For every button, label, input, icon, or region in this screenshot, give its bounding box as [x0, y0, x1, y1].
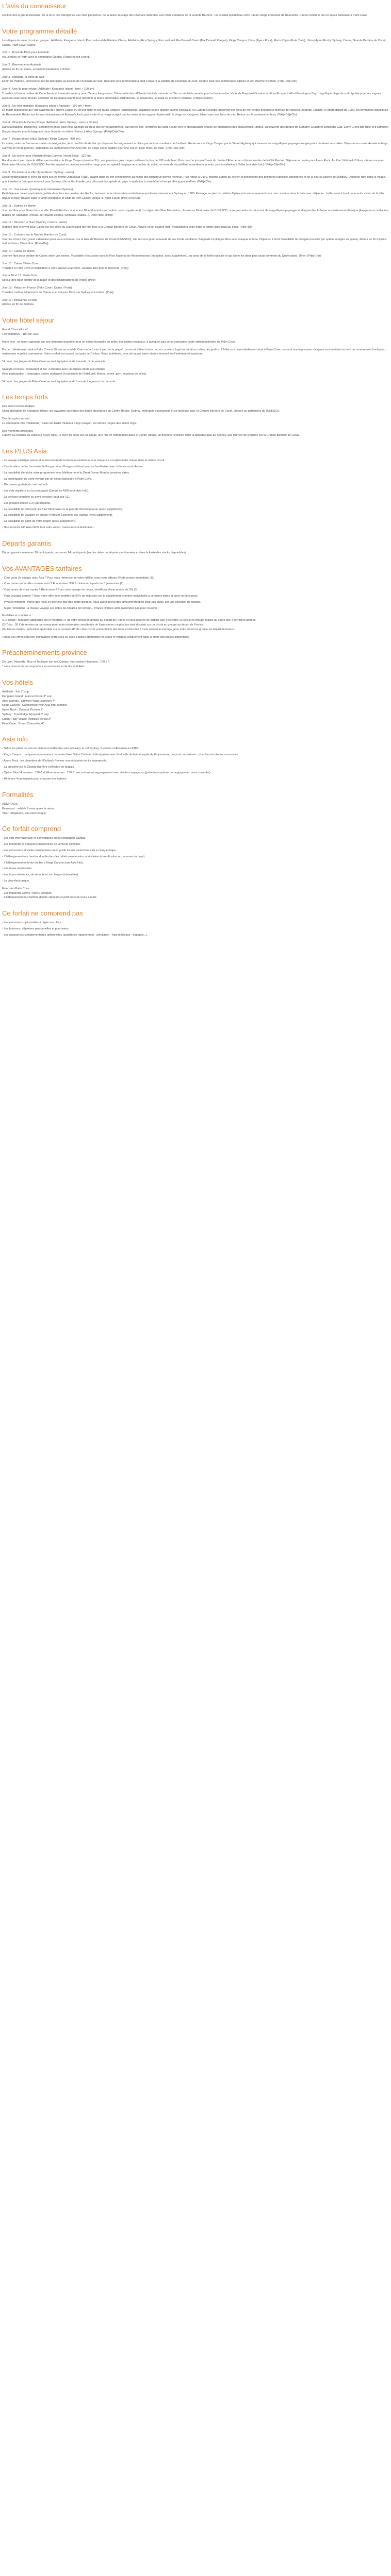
included-item: - Les excursions et visites mentionnées avec guide locaux parlant français à chaque étape. — [2, 849, 117, 853]
document-page — [0, 0, 391, 941]
info-item: - Minimum 4 participants pour chacune des options. — [2, 777, 67, 781]
itinerary-day-title: Jour 7 : Rouge désert (Alice Springs / Kings Canyon - 450 km) — [2, 138, 80, 141]
hotel-description — [2, 328, 389, 384]
itinerary-day-text: Dans la matinée, transfert à l'aéroport et envol pour Alice Springs au cœur des terres aborigènes, aux portes des Territoires du Nord. Route vers le spectaculaire chaîne de montagnes des MacDonnell Ranges. Découverte des gorges de Standley Chasm et Simpsons Gap, Ellery Creek Big Hole et d'Ormiston Gorge, réputée pour la baignade dans l'eau de sa rivière. Retour à Alice Springs. (Pdéj+Déj+Dîn) — [2, 125, 388, 133]
itinerary-day-title: Jour 5 : Un islet animalier (Kangaroo Island / Adélaïde - 180 km + ferry) — [2, 104, 92, 108]
plus-item: - La possibilité de découvrir les Blue Mountains ou le parc de Wooroonooran (avec supplément). — [2, 507, 123, 511]
itinerary-day — [2, 87, 389, 100]
itinerary-day-text: Le matin, visite de l'ancienne station du télégraphe, ainsi que l'école de l'air qui dispense l'enseignement scolaire par radio aux enfants de l'outback. Route vers le Kings Canyon par la Stuart Highway qui traverse les magnifiques paysages rougeoyants du désert australien. Déjeuner en route. Arrivée à Kings Canyon en fin de journée. Installation au campement (voir Avis Info) de Kings Creek Station pour une nuit en plein milieu du bush. (Pdéj+Déj+Dîn) — [2, 142, 388, 150]
itinerary-day-text: Petit déjeuner avant une balade guidée dans l'ancien quartier des Rocks, berceau de la colonisation australienne qui donna naissance à Sydney en 1788. Passage au pied du célèbre Opéra puis embarquement pour une croisière dans la baie avec déjeuner : buffet servi à bord ! une autre vision de la ville depuis la baie. Balade dans le jardin botanique et visite de l'Art Gallery. Retour à l'hôtel à pied. (Pdéj+Déj+Dîn) — [2, 192, 384, 200]
itinerary-day-text: Journée libre pour profiter de Cairns selon vos envies. Possibilité d'excursion dans le Parc National de Wooroonooran (en option, avec supplément), au cœur de la forêt tropicale et qui abrite les deux plus hauts sommets du Queensland. Dîner. (Pdéj+Dîn) — [2, 255, 321, 258]
plus-item: - Les vols réguliers sur la compagnie Qantas en A380 (voir Avis Info). — [2, 489, 89, 493]
included-item: - L'hébergement en tente double à Kings Canyon (voir Asia Info). — [2, 861, 84, 865]
hotel-paragraph: *A noter : les plages de Palm Cove ne sont équipées ni de transats longues et de parasols. — [2, 380, 117, 383]
section-title-formalities: Formalités — [2, 791, 34, 799]
plus-item: - La possibilité de partir de votre région (avec supplément). — [2, 520, 76, 523]
itinerary-day-text: Journée libre pour flâner dans la ville. Possibilité d'excursion aux Blue Mountains (en option, avec supplément). La région des Blue Mountains, classée au Patrimoine de l'UNESCO, vous permettra de découvrir de magnifiques paysages et d'approcher la faune australienne endémique (kangourous, wallabies, diables de Tasmanie, émeus, perroquets colorés, wombats, koalas...). Dîner libre. (Pdéj) — [2, 209, 389, 217]
itinerary-day-text: Arrivée en fin de soirée, accueil et installation à l'hôtel. — [2, 67, 71, 71]
advantage-item: - C'est votre 2e voyage avec Asia ? Pour vous remercier de votre fidélité, nous vous offrons 5% de remise immédiate (1). — [2, 576, 154, 580]
info-item: - Ayers Rock : les chambres de l'Outback Pioneer sont équipées de lits superposés. — [2, 759, 107, 762]
itinerary-day-text: Transfert à Palm Cove et installation à votre Grand Chancellor. Journée libre pour la farniente. (Pdéj) — [2, 266, 128, 270]
itinerary-day-text: Transfert à l'embarcadère de Cape Jervis et traversée en ferry pour l'île aux kangourous. Découverte des différents habitats naturels de l'île, un véritable paradis pour la faune native. Visite de Freycinet-Duval et arrêt au Prospect Hill et Pennington Bay, magnifique plage de surf réputée pour ses vagues. Déjeuner puis visite du parc animalier de Kangaroo Island pour observer la faune endémique australienne, le kangourou, le koala ou encore le wombat. (Pdéj+Déj+Dîn) — [2, 92, 382, 100]
itinerary-day-title: Jour 15 : Cairns / Palm Cove — [2, 262, 39, 265]
itinerary-day — [2, 274, 389, 283]
itinerary-day-title: Jour à 16 et 17 : Palm Cove — [2, 274, 38, 278]
itinerary-day-text: Arrivée en fin de matinée. — [2, 303, 35, 307]
itinerary-day-text: Séjour libre pour profiter de la plage et des infrastructures de l'hôtel. (Pdéj) — [2, 279, 96, 282]
advantage-item: - Vous voyagez seul(e) ? Avec notre offre solo, profitez de 50% de réduction sur le supplément chambre individuelle à certaines dates et dans certains pays. — [2, 594, 199, 598]
itinerary-day — [2, 298, 389, 308]
itinerary-day-text: Transfert matinal à l'aéroport de Cairns et envol pour Paris via Sydney et Londres. (Pdéj) — [2, 291, 114, 294]
section-title-highlights: Les temps forts — [2, 393, 48, 401]
itinerary-day — [2, 171, 389, 184]
plus-item: - Les groupes limités à 24 participants. — [2, 501, 51, 505]
info-item: - La croisière sur la Grande Barrière s'effectue en anglais. — [2, 765, 75, 769]
included-item: - Les transferts et transports mentionnés en véhicule climatisé. — [2, 843, 81, 846]
advantage-item: - Vous partez en famille ou entre amis ? Économisez 300 € minimum, à partir de 6 personnes (2). — [2, 582, 124, 586]
included-item: - Les taxes aériennes, de sécurité et surcharges (révisables). — [2, 873, 79, 877]
itinerary-day-title: Jour 19 : Bienvenue à Paris — [2, 298, 37, 302]
formalities-text: AUSTRALIE : Passeport : valable 6 mois après le retour. Visa : obligatoire, visa électronique. — [2, 803, 55, 815]
highlights-content — [2, 404, 389, 438]
itinerary-day-title: Jour 9 : Du désert à la ville (Ayers Rock / Sydney - avion) — [2, 171, 74, 175]
itinerary-day-title: Jour 11 : Sydney en liberté — [2, 204, 36, 208]
hotel-paragraph: *A noter : les plages de Palm Cove ne sont équipées ni de transats, ni de parasols. — [2, 360, 106, 364]
plus-item: - Le voyage privilégie nature et la découverte de la faune australienne, une séquence exceptionnelle unique dans le même circuit. — [2, 459, 165, 463]
section-title-advantages: Vos AVANTAGES tarifaires — [2, 564, 82, 572]
hotel-paragraph: Saveurs et loisirs : restaurant et bar, 2 piscines avec un espace dédié aux enfants. Avec participation : massages, centre multisport (à proximité de l'hôtel golf, fitness, tennis, gym, locations de vélos). — [2, 368, 147, 376]
section-title-program: Votre programme détaillé — [2, 27, 77, 35]
included-item: - Les vols internationaux et domestiques sur la compagnie Qantas. — [2, 837, 86, 840]
departures-text: Départ garantis minimum 10 participants, maximum 24 participants (sur les dates de départs mentionnées et dans la limite des stocks disponibles). — [2, 551, 187, 554]
itinerary-day — [2, 63, 389, 72]
plus-item: - La pension complète ou demi-pension (sauf jour 11). — [2, 495, 70, 499]
itinerary-day-text: Matinée libre et envol pour Cairns sur les côtes du Queensland qui font face à la Grande Barrière de Corail. Arrivée en fin d'après-midi. Installation à votre hôtel et temps libre jusqu'au dîner. (Pdéj+Dîn) — [2, 226, 254, 229]
advantage-item: - Vous venez de vous marier ? Réductions ! Pour votre voyage de noces, bénéficiez d'une remise de 5% (3). — [2, 588, 138, 592]
itinerary-day-text: Journée à bord d'un grand catamaran pour vous emmener sur la Grande Barrière de Corail (UNESCO), site reconnu pour la beauté de ses fonds coralliens. Baignade et plongée libre avec masque et tuba. Déjeuner à bord. Possibilité de plongée bouteille (en option, à régler sur place). Retour en fin d'après-midi à Cairns. Dîner libre. (Pdéj+Déj) — [2, 238, 387, 246]
info-item: - Selon les plans de vols de Qantas (modifiables sans préavis), le vol Sydney / Londres s'effectuera en A380. — [2, 747, 139, 751]
itinerary-day-text: Le matin découverte du Parc National de Flinders Chase où vit une flore et une faune uniques : kangourous, wallabies et une grande variété d'oiseaux. Au Cap du Couedic, observez des lions de mer et des phoques à fourrure de Nouvelle-Zélande. Ensuite, le phare datant de 1909, les formations granitiques de Remarkable Rocks aux formes fantastiques et Admiral's Arch, puis visite d'un rivage sculpté par les vents et les vagues. Après-midi, la plage de Kangaroo Island avec ses lions de mer. Retour sur le continent en ferry. (Pdéj+Déj+Dîn) — [2, 109, 388, 117]
itinerary-day — [2, 121, 389, 134]
section-title-hotel: Votre hôtel séjour — [2, 316, 55, 325]
included-item: - Les repas mentionnés. — [2, 867, 33, 871]
itinerary-day-title: Jour 4 : Une île pour refuge (Adélaïde / Kangaroo Island - ferry + 190 km) — [2, 88, 94, 91]
itinerary-day — [2, 221, 389, 230]
itinerary-day-text: Départ matinal pour le lever du soleil sur les Monts Olga (Kata Tjuta), balade dans ce site exceptionnel au milieu des nombreux dômes rocheux. Puis retour à Uluru, marche autour du rocher et découverte des peintures rupestres aborigènes et de la source sacrée de Mutitjulu. Déjeuner libre dans le village, puis transfert à l'aéroport et envol pour Sydney, cité multiculturelle pour découvrir la capitale du pays. Installation à votre hôtel et temps libre jusqu'au dîner. (Pdéj+Dîn) — [2, 175, 386, 183]
advantages-footer: Toutes ces offres sont non cumulables entre elles ou avec d'autres promotions en cours et valables uniquement dans la limite des places disponibles. — [2, 635, 190, 639]
included-item: - Le visa électronique. — [2, 879, 30, 883]
section-title-intro: L'avis du connaisseur — [2, 2, 67, 10]
highlight-paragraph: Des moments privilégiés L'apéro au coucher du soleil sur Ayers Rock, le lever du soleil sur les Olgas, une nuit en campement dans le Centre Rouge, un déjeuner croisière dans la fameuse baie de Sydney, une journée de croisière sur la Grande Barrière de Corail. — [2, 429, 300, 437]
hotel-paragraph: Grand Chancellor 4* 140 chambres - 1re coll. sup. — [2, 328, 39, 336]
itinerary-day-title: Jour 2 : Bienvenue en Australie — [2, 63, 42, 66]
itinerary-day-text: En fin de matinée, découverte de l'art aborigène au Musée de l'Australie du Sud. Déjeuner puis promenade à pied à travers la capitale de l'Australie du Sud, célèbre pour ses nombreuses églises et son charme victorien. (Pdéj+Déj+Dîn) — [2, 80, 297, 83]
itinerary-day-title: Jour 13 : Croisière sur la Grande Barrière de Corail — [2, 233, 67, 236]
advantage-item: - Super Tentations : à chaque voyage ses dates de départ à prix promo... Places limitées alors n'attendez pas pour réserver ! — [2, 606, 159, 610]
preroute-text: De Lyon, Marseille, Nice et Toulouse sur vols Qantas, via Londres-Heathrow : 100 € *. * sous réserve de correspondances existantes et de disponibilités. — [2, 660, 110, 669]
program-summary: Les étapes de votre circuit en groupe : Adélaïde, Kangaroo Island, Parc national de Flinders Chase, Adélaïde, Alice Springs, Parc national MacDonnell Ouest (MacDonnell Ranges), Kings Canyon, Uluru (Ayers Rock), Monts Olgas (Kata Tjuta), Uluru (Ayers Rock), Sydney, Cairns, Grande Barrière de Corail, Cairns, Palm Cove, Cairns — [2, 39, 386, 47]
info-item: - Kings Canyon : campement permanent de tentes fixes Safari Cabin en toile épaisse avec lit et salle de bain équipée de lits jumeaux, draps et couvertures ; douches et toilettes communes. — [2, 753, 239, 757]
plus-item: - Nos services Allô Asia 24/24 tout votre séjour, l'assistance à destination. — [2, 526, 94, 529]
plus-item: - La prolongation de votre voyage par un séjour balnéaire à Palm Cove. — [2, 477, 92, 481]
itinerary-day-title: Jour 1 : Envol de Paris pour Adélaïde — [2, 51, 49, 55]
itinerary-days — [2, 50, 389, 307]
plus-item: - L'exploration de la charmante île Kangaroo, un Kangaroo Island pour se familiariser avec la faune australienne. — [2, 465, 144, 468]
itinerary-day — [2, 104, 389, 117]
itinerary-day — [2, 233, 389, 246]
itinerary-day — [2, 249, 389, 259]
section-title-excluded: Ce forfait ne comprend pas — [2, 909, 83, 918]
itinerary-day-title: Jour 14 : Cairns en liberté — [2, 250, 35, 253]
hotel-paragraph: Notre avis : un resort agréable sur une immense propriété pour un séjour tranquille au milieu des jardins tropicaux, à quelques pas de la charmante petite station balnéaire de Palm Cove. — [2, 340, 236, 344]
itinerary-day-title: Jour 3 : Adélaïde, la porte du Sud — [2, 75, 44, 79]
included-item: - L'hébergement en chambre double dans les hôtels mentionnés ou similaires (classification aux normes du pays). — [2, 855, 145, 858]
highlight-paragraph: Des sites incontournables Uluru aborigène de Kangaroo Island, les paysages sauvages des terres aborigènes du Centre Rouge, Sydney, métropole cosmopolite et sa fameuse baie, la Grande Barrière de Corail, classée au patrimoine de l'UNESCO. — [2, 405, 281, 413]
excluded-list — [2, 921, 389, 937]
itinerary-day-title: Jour 12 : Direction le Nord (Sydney / Cairns - avion) — [2, 221, 67, 225]
plus-item: - La possibilité d'enrichir votre programme avec Melbourne et la Great Ocean Road à certaines dates. — [2, 471, 130, 474]
plus-item: - La possibilité de voyager en classe Premium Économie sur Qantas (avec supplément). — [2, 514, 113, 517]
info-item: - Option Blue Mountains : 160 € et Wooroonooran : 160 € ; excursions en regroupement avec d'autres voyageurs (guide francophone ou anglophone : nous consulter). — [2, 771, 211, 775]
itinerary-day — [2, 286, 389, 295]
itinerary-day-title: Jour 10 : Une escale dynamique et charmeuse (Sydney) — [2, 188, 73, 191]
advantage-item: - Vivez le moment ! Parce que nous ne prenons que des petits groupes, nous avons prévu des tarifs préférentiels pour eux aussi, sur une sélection de circuits. — [2, 600, 201, 604]
advantages-list — [2, 576, 389, 611]
hotels-list: Adélaïde : Ibis 3* sup Kangaroo Island : Aurora Ozone 3* sup Alice Springs : Crowne Plaza Lasseters 4* Kings Canyon : Campement (voir Asia Info) (simple) Ayers Rock : Outback Pioneer 2* Sydney : Travelodge Wynyard 3* sup Cairns : Bay Village Tropical Retreat 3* Palm Cove : Grand Chancellor 4* — [2, 690, 68, 725]
info-list — [2, 747, 389, 782]
advantages-conditions: Modalités et conditions : (1) Fidélité : réduction applicable sur le montant HT de votre circuit en groupe au départ de France et sous réserve de justifier que c'est votre 2e circuit en groupe réalisé au cours des 4 dernières années. (2) Tribu : 50 € de remise par personne pour toute réservation simultanée de 6 personnes ou plus (un seul dossier) sur un circuit en groupe au départ de France. (3) Jeunes mariés : réduction applicable sur le montant HT de votre circuit, présentation des bans et dans les 6 mois suivant le mariage, pour votre circuit en groupe au départ de France. — [2, 614, 256, 631]
itinerary-day-text: Randonnée à pied dans le défilé spectaculaire de Kings Canyon (environ 3h) : ses parois en grès rouges s'élèvent à plus de 100 m de haut. Puis marche jusqu'à l'oasis du Jardin d'Eden et aux dômes érodés de la Cité Perdue. Déjeuner en route pour Ayers Rock. Au Parc National d'Uluru, site reconnu au Patrimoine Mondial de l'UNESCO. Arrivée au pied du célèbre monolithe rouge pour un apéritif magique au coucher du soleil, un verre de vin pétillant australien à la main, puis installation à l'hôtel (voir Avis Info). (Pdéj+Déj+Dîn) — [2, 159, 384, 167]
itinerary-day — [2, 75, 389, 84]
itinerary-day — [2, 137, 389, 150]
section-title-hotels: Vos hôtels — [2, 678, 33, 686]
excluded-item: - Les excursions optionnelles à régler sur place. — [2, 921, 62, 925]
plus-item: - Découvrez gratuite du vrai outback. — [2, 483, 48, 487]
itinerary-day-title: Jour 8 : Un rocher pour l'éternité (Kings Canyon / Ayers Rock - 320 km) — [2, 154, 92, 158]
section-title-plus: Les PLUS Asia — [2, 447, 47, 455]
section-title-departures: Départs garantis — [2, 539, 52, 547]
plus-list — [2, 459, 389, 530]
hotel-paragraph: Port et : idéalement situé à Palm Cove à 30 min au nord de Cairns et à 5 min à pied de la plage*. Le resort s'étend entre mer et cocotiers, logé en retrait au milieu des jardins. L'hôtel se trouve idéalement situé à Palm Cove, donnant une impression d'espace tout en étant au bord de nombreuses boutiques, restaurants et petits commerces. Votre confort est assuré tout près de l'océan. Vivez la détente, avec de larges baies vitrées donnant sur l'extérieur et la piscine. — [2, 348, 386, 356]
highlight-paragraph: Des lieux plus secrets La charmante ville d'Adélaïde, l'oasis du Jardin d'Eden à Kings Canyon, les dômes rouges des Monts Olga. — [2, 417, 137, 425]
included-extension: Extension Palm Cove : - Les transferts Cairns / hôtel / aéroport. - L'hébergement en chambre double standard et petit déjeuner pour 3 nuits. — [2, 887, 97, 900]
itinerary-day-title: Jour 18 : Retour en France (Palm Cove / Cairns / Paris) — [2, 286, 72, 290]
section-title-included: Ce forfait comprend — [2, 825, 61, 833]
included-list — [2, 836, 389, 883]
itinerary-day — [2, 204, 389, 217]
itinerary-day — [2, 262, 389, 271]
itinerary-day — [2, 50, 389, 60]
itinerary-day — [2, 188, 389, 201]
itinerary-day-text: via Londres et Perth avec la compagnie Qantas. Repas et nuit à bord. — [2, 56, 90, 59]
intro-paragraph: Un itinéraire à grand spectacle, de la terre des Aborigènes aux cités pionnières, de la faune sauvage des réserves naturelles aux fonds coralliens de la Grande Barrière : un cocktail dynamique entre nature vierge et histoire de l'humanité. Circuit complété par un séjour balnéaire à Palm Cove. — [2, 14, 368, 17]
itinerary-day-title: Jour 6 : Direction le Centre Rouge (Adélaïde / Alice Springs - avion + 30 km) — [2, 121, 98, 124]
excluded-item: - Les assurances complémentaires optionnelles (assistance rapatriement - annulation - frais médicaux - bagages...). — [2, 933, 148, 937]
excluded-item: - Les boissons, dépenses personnelles et pourboires. — [2, 927, 70, 931]
itinerary-day — [2, 154, 389, 167]
section-title-info: Asia info — [2, 735, 28, 743]
section-title-preroute: Préacheminements province — [2, 649, 87, 657]
